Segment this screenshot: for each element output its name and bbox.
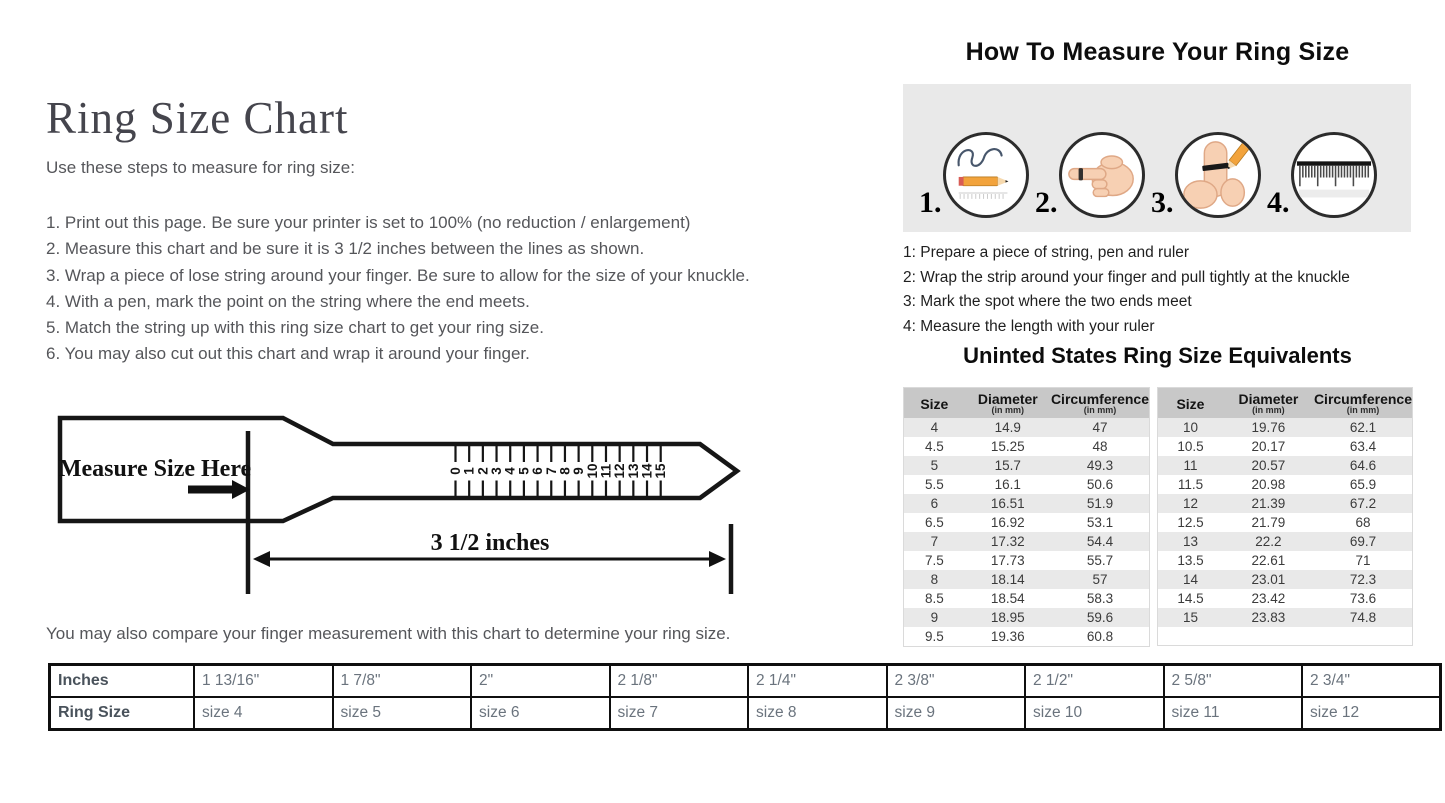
col-header-diameter: Diameter (in mm)	[1223, 388, 1314, 419]
size-row	[1158, 532, 1413, 551]
instruction-step: 3. Wrap a piece of lose string around your finger. Be sure to allow for the size of your knuckle.	[46, 265, 750, 285]
sizer-tick-number: 15	[653, 463, 669, 479]
illustration-circle	[1175, 132, 1261, 218]
width-label: 3 1/2 inches	[430, 530, 550, 556]
sizer-tick-number: 8	[557, 467, 573, 475]
hand-with-string-icon	[1063, 136, 1141, 214]
howto-step: 2: Wrap the strip around your finger and pull tightly at the knuckle	[903, 268, 1350, 286]
size-cell: 23.42	[1251, 591, 1286, 607]
size-cell: 15.25	[990, 439, 1025, 455]
size-row	[904, 475, 1150, 494]
ring-size-cell: size 8	[748, 697, 887, 730]
size-cell: 18.14	[965, 570, 1051, 589]
howto-step: 4: Measure the length with your ruler	[903, 317, 1155, 335]
sizer-tick-number: 6	[530, 467, 546, 475]
size-cell: 7.5	[924, 553, 944, 569]
size-cell: 15.7	[965, 456, 1051, 475]
size-row	[1158, 418, 1413, 437]
size-cell: 8	[904, 570, 965, 589]
size-row	[904, 627, 1150, 647]
size-cell: 14.5	[1177, 591, 1204, 607]
size-cell: 54.4	[1051, 532, 1150, 551]
inches-cell: 1 13/16"	[194, 665, 333, 698]
size-cell: 20.57	[1223, 456, 1314, 475]
size-row	[1158, 494, 1413, 513]
size-cell: 8.5	[924, 591, 944, 607]
size-cell: 62.1	[1314, 418, 1413, 437]
ring-size-cell: size 12	[1302, 697, 1441, 730]
sizer-tick-number: 9	[571, 467, 587, 475]
size-cell: 21.39	[1223, 494, 1314, 513]
ring-size-cell: size 10	[1025, 697, 1164, 730]
size-cell: 59.6	[1051, 608, 1150, 627]
size-cell: 16.51	[965, 494, 1051, 513]
size-cell: 50.6	[1086, 477, 1114, 493]
size-cell: 14.9	[965, 418, 1051, 437]
illustration-step-4	[1267, 132, 1377, 218]
size-cell: 19.36	[990, 629, 1025, 645]
inches-cell: 1 7/8"	[333, 665, 472, 698]
inches-to-size-table	[48, 663, 1442, 731]
ring-size-cell: size 9	[887, 697, 1026, 730]
inches-cell: 2 1/2"	[1025, 665, 1164, 698]
inches-cell: 2"	[471, 665, 610, 698]
size-row	[1158, 551, 1413, 570]
col-header-circumference: Circumference (in mm)	[1314, 388, 1413, 419]
row-header-inches: Inches	[50, 665, 195, 698]
size-cell: 55.7	[1086, 553, 1114, 569]
inches-cell: 2 1/8"	[610, 665, 749, 698]
inches-cell: 2 3/8"	[887, 665, 1026, 698]
size-cell: 11	[1158, 456, 1223, 475]
sizer-tick-number: 7	[543, 467, 559, 475]
sizer-tick-number: 10	[584, 463, 600, 479]
size-cell: 47	[1051, 418, 1150, 437]
size-cell: 57	[1051, 570, 1150, 589]
howto-step: 3: Mark the spot where the two ends meet	[903, 293, 1192, 311]
size-cell: 5	[904, 456, 965, 475]
size-cell: 51.9	[1051, 494, 1150, 513]
size-cell: 22.61	[1251, 553, 1286, 569]
size-cell: 58.3	[1086, 591, 1114, 607]
size-cell: 23.01	[1223, 570, 1314, 589]
size-cell: 13	[1158, 532, 1223, 551]
size-cell: 68	[1355, 515, 1371, 531]
size-cell: 48	[1092, 439, 1108, 455]
sizer-tick-number: 4	[502, 467, 518, 475]
empty-row	[1158, 627, 1413, 646]
ruler-icon	[1295, 136, 1373, 214]
size-cell: 7	[904, 532, 965, 551]
us-size-table-right	[1157, 387, 1413, 646]
sizer-tick-number: 12	[612, 463, 628, 479]
size-cell: 6	[904, 494, 965, 513]
size-cell: 6.5	[924, 515, 944, 531]
illustration-step-3	[1151, 132, 1261, 218]
size-cell: 12	[1158, 494, 1223, 513]
size-row	[1158, 608, 1413, 627]
instruction-step: 2. Measure this chart and be sure it is 3 1/2 inches between the lines as shown.	[46, 239, 645, 259]
sizer-tick-number: 3	[489, 467, 505, 475]
size-cell: 69.7	[1314, 532, 1413, 551]
size-cell: 21.79	[1251, 515, 1286, 531]
size-row	[904, 418, 1150, 437]
size-cell: 49.3	[1051, 456, 1150, 475]
sizer-tick-number: 0	[448, 467, 463, 475]
size-row	[904, 456, 1150, 475]
illustration-panel	[903, 84, 1411, 232]
size-cell: 20.98	[1251, 477, 1286, 493]
instruction-step: 6. You may also cut out this chart and wrap it around your finger.	[46, 344, 530, 364]
size-cell: 4	[904, 418, 965, 437]
size-row	[904, 608, 1150, 627]
instruction-step: 5. Match the string up with this ring size chart to get your ring size.	[46, 318, 544, 338]
howto-steps-list	[903, 241, 1350, 339]
size-row	[904, 532, 1150, 551]
size-cell: 20.17	[1251, 439, 1286, 455]
equivalents-title: Uninted States Ring Size Equivalents	[963, 343, 1352, 368]
size-cell: 14	[1158, 570, 1223, 589]
page-title: Ring Size Chart	[46, 93, 349, 143]
col-header-diameter: Diameter (in mm)	[965, 388, 1051, 419]
inches-cell: 2 1/4"	[748, 665, 887, 698]
sizer-tick-number: 14	[639, 463, 655, 479]
ring-size-cell: size 5	[333, 697, 472, 730]
ring-size-cell: size 6	[471, 697, 610, 730]
row-header-ring-size: Ring Size	[50, 697, 195, 730]
step-number: 3.	[1151, 186, 1174, 219]
size-row	[1158, 475, 1413, 494]
ring-size-cell: size 4	[194, 697, 333, 730]
size-cell: 12.5	[1177, 515, 1204, 531]
us-size-table-left	[903, 387, 1150, 647]
size-cell: 73.6	[1349, 591, 1377, 607]
sizer-tick-number: 11	[598, 463, 614, 479]
size-row	[1158, 589, 1413, 608]
size-row	[904, 551, 1150, 570]
col-header-size: Size	[1158, 388, 1223, 419]
sizer-tick-number: 5	[516, 467, 532, 475]
size-row	[1158, 437, 1413, 456]
instruction-step: 4. With a pen, mark the point on the string where the end meets.	[46, 291, 530, 311]
size-cell: 16.1	[994, 477, 1021, 493]
ring-sizer-diagram	[40, 404, 750, 599]
illustration-step-1	[919, 132, 1029, 218]
size-cell: 65.9	[1349, 477, 1377, 493]
howto-title: How To Measure Your Ring Size	[965, 38, 1350, 66]
ring-size-cell: size 7	[610, 697, 749, 730]
size-cell: 11.5	[1177, 477, 1204, 493]
step-number: 4.	[1267, 186, 1290, 219]
size-cell: 74.8	[1314, 608, 1413, 627]
size-row	[1158, 570, 1413, 589]
size-cell: 18.95	[965, 608, 1051, 627]
col-header-circumference: Circumference (in mm)	[1051, 388, 1150, 419]
mark-string-icon	[1179, 136, 1257, 214]
size-cell: 9.5	[924, 629, 944, 645]
instruction-step: 1. Print out this page. Be sure your printer is set to 100% (no reduction / enlargement)	[46, 213, 691, 232]
size-table-header-row	[1158, 388, 1413, 419]
compare-text: You may also compare your finger measurement with this chart to determine your ring size.	[46, 624, 731, 643]
size-cell: 13.5	[1177, 553, 1204, 569]
size-cell: 22.2	[1223, 532, 1314, 551]
size-cell: 23.83	[1223, 608, 1314, 627]
illustration-circle	[1059, 132, 1145, 218]
size-cell: 4.5	[924, 439, 944, 455]
size-cell: 53.1	[1086, 515, 1114, 531]
sizer-tick-number: 13	[625, 463, 641, 479]
measure-steps-list	[46, 210, 750, 368]
size-cell: 72.3	[1314, 570, 1413, 589]
ring-size-cell: size 11	[1164, 697, 1303, 730]
size-row	[1158, 456, 1413, 475]
illustration-circle	[943, 132, 1029, 218]
measure-size-here-label: Measure Size Here	[58, 456, 252, 482]
size-row	[904, 570, 1150, 589]
inches-cell: 2 3/4"	[1302, 665, 1441, 698]
size-row	[1158, 513, 1413, 532]
size-cell: 9	[904, 608, 965, 627]
size-cell: 19.76	[1223, 418, 1314, 437]
illustration-circle	[1291, 132, 1377, 218]
size-cell: 17.73	[990, 553, 1025, 569]
size-cell: 71	[1355, 553, 1371, 569]
howto-step: 1: Prepare a piece of string, pen and ruler	[903, 244, 1190, 261]
size-table-header-row	[904, 388, 1150, 419]
size-row	[904, 589, 1150, 608]
size-row	[904, 513, 1150, 532]
illustration-step-2	[1035, 132, 1145, 218]
sizer-tick-number: 2	[475, 467, 491, 475]
size-cell: 18.54	[990, 591, 1025, 607]
size-cell: 64.6	[1314, 456, 1413, 475]
size-cell: 15	[1158, 608, 1223, 627]
string-pen-ruler-icon	[947, 136, 1025, 214]
col-header-size: Size	[904, 388, 965, 419]
size-cell: 63.4	[1349, 439, 1377, 455]
size-row	[904, 437, 1150, 456]
size-cell: 5.5	[924, 477, 944, 493]
size-cell: 10.5	[1177, 439, 1204, 455]
sizer-tick-number: 1	[461, 467, 477, 475]
step-number: 1.	[919, 186, 942, 219]
size-cell: 17.32	[965, 532, 1051, 551]
step-number: 2.	[1035, 186, 1058, 219]
inches-cell: 2 5/8"	[1164, 665, 1303, 698]
intro-text: Use these steps to measure for ring size:	[46, 158, 355, 177]
size-cell: 60.8	[1086, 629, 1114, 645]
size-cell: 10	[1158, 418, 1223, 437]
size-cell: 67.2	[1314, 494, 1413, 513]
size-cell: 16.92	[990, 515, 1025, 531]
size-row	[904, 494, 1150, 513]
